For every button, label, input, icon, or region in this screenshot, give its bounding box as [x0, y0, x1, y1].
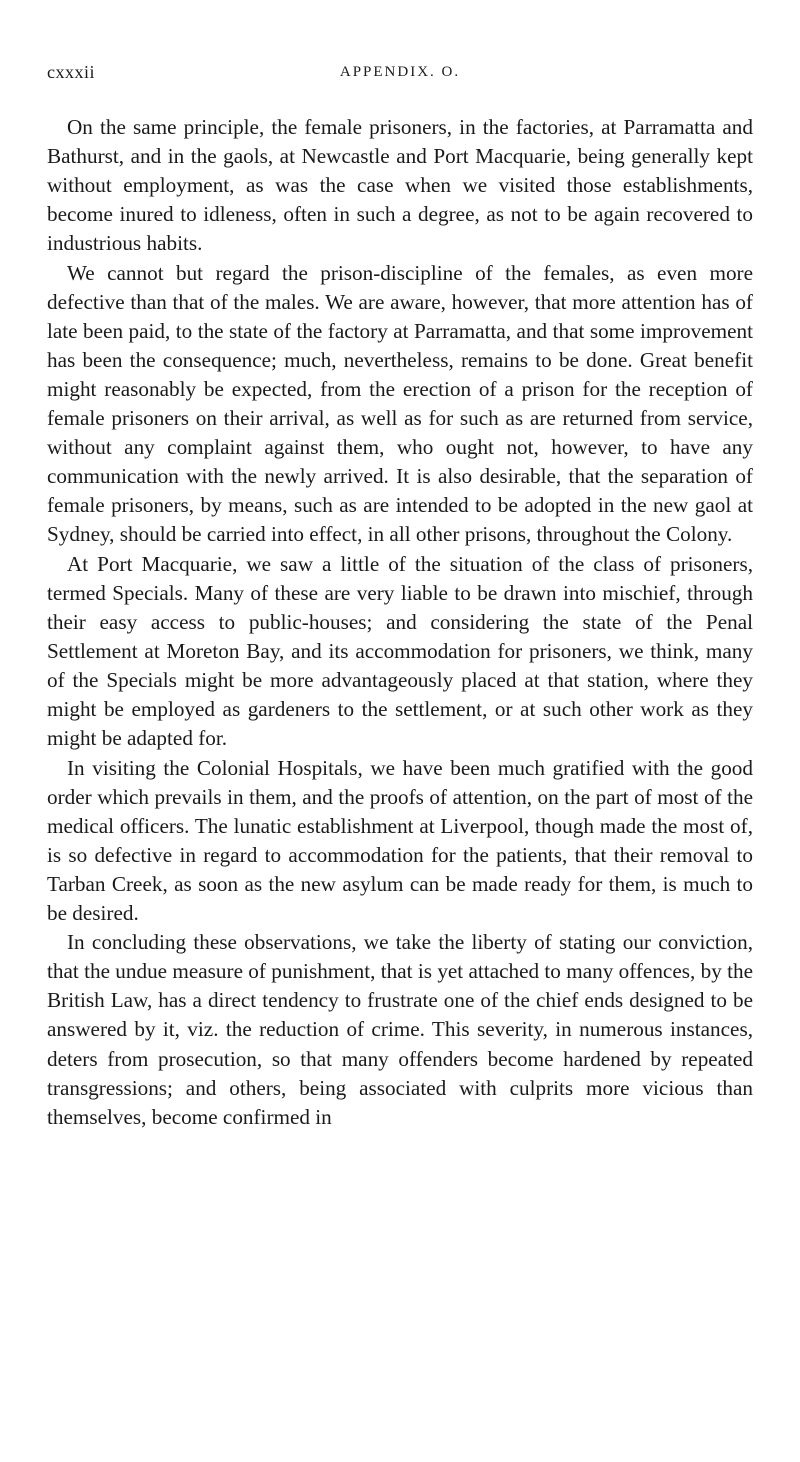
paragraph-female-prisoners: On the same principle, the female prisoners, in the factories, at Parramatta and Bathurst, and in the gaols, at Newcastle and Port Macquarie, being generally kept without employment, as was the case when we visited those establishments, become inured to idleness, often in such a degree, as not to be again recovered to industrious habits.	[47, 115, 753, 256]
page-number: cxxxii	[47, 62, 95, 82]
body-text	[47, 113, 753, 1132]
paragraph-colonial-hospitals: In visiting the Colonial Hospitals, we have been much gratified with the good order which prevails in them, and the proofs of attention, on the part of most of the medical officers. The lunatic establishment at Liverpool, though made the most of, is so defective in regard to accommodation for the patients, that their removal to Tarban Creek, as soon as the new asylum can be made ready for them, is much to be desired.	[47, 755, 753, 925]
page-header	[47, 62, 753, 92]
paragraph-port-macquarie: At Port Macquarie, we saw a little of the situation of the class of prisoners, termed Specials. Many of these are very liable to be drawn into mischief, through their easy access to public-houses; and considering the state of the Penal Settlement at Moreton Bay, and its accommodation for prisoners, we think, many of the Specials might be more advantageously placed at that station, where they might be employed as gardeners to the settlement, or at such other work as they might be adapted for.	[47, 551, 753, 750]
paragraph-prison-discipline: We cannot but regard the prison-discipline of the females, as even more defective than that of the males. We are aware, however, that more attention has of late been paid, to the state of the factory at Parramatta, and that some improvement has been the consequence; much, nevertheless, remains to be done. Great benefit might reasonably be expected, from the erection of a prison for the reception of female prisoners on their arrival, as well as for such as are returned from service, without any complaint against them, who ought not, however, to have any communication with the newly arrived. It is also desirable, that the separation of female prisoners, by means, such as are intended to be adopted in the new gaol at Sydney, should be carried into effect, in all other prisons, throughout the Colony.	[47, 260, 753, 547]
paragraph-conclusion: In concluding these observations, we take the liberty of stating our conviction, that the undue measure of punishment, that is yet attached to many offences, by the British Law, has a direct tendency to frustrate one of the chief ends designed to be answered by it, viz. the reduction of crime. This severity, in numerous instances, deters from prosecution, so that many offenders become hardened by repeated transgressions; and others, being associated with culprits more vicious than themselves, become confirmed in	[47, 930, 753, 1129]
running-head: APPENDIX. O.	[339, 64, 461, 80]
